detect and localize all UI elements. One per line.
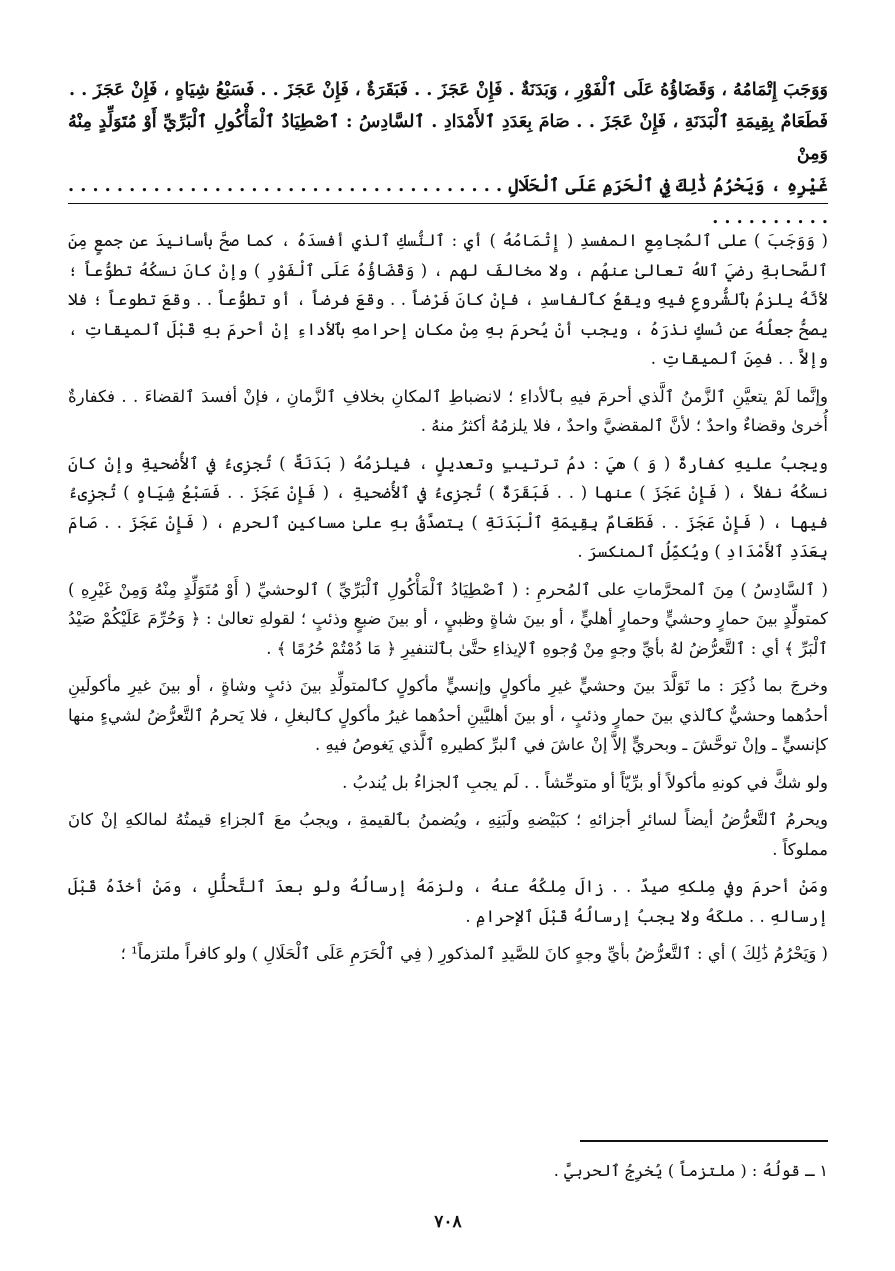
paragraph: ( وَيَحْرُمُ ذَٰلِكَ ) أي : ٱلتَّعرُّضُ بأيِّ وجهٍ كانَ للصَّيدِ ٱلمذكورِ ( فِي ٱلْحَرَمِ عَلَى ٱلْحَلَالِ ) ولو كافراً ملتزماً¹ ؛	[120, 944, 828, 963]
paragraph: ويحرمُ ٱلتَّعرُّضُ أيضاً لسائرِ أجزائهِ ؛ كبَيْضهِ ولَبَنِهِ ، ويُضمنُ بٱلقيمةِ ، ويجبُ معَ ٱلجزاءِ قيمتُهُ لمالكهِ إنْ كانَ مملوكاً .	[68, 810, 828, 859]
separator-rule	[68, 203, 828, 204]
paragraph: ( ٱلسَّادِسُ ) مِنَ ٱلمحرَّماتِ على ٱلمُحرمِ : ( ٱصْطِيَادُ ٱلْمَأْكُولِ ٱلْبَرِّيِّ ) ٱلوحشيِّ ( أَوْ مُتَوَلِّدٍ مِنْهُ وَمِنْ غَيْرِهِ ) كمتولِّدٍ بينَ حمارٍ وحشيٍّ وحمارٍ أهليٍّ ، أو بينَ شاةٍ وظبيٍ ، أو بينَ ضبعٍ وذئبٍ ؛ لقولهِ تعالىٰ : ﴿ وَحُرِّمَ عَلَيْكُمْ صَيْدُ ٱلْبَرِّ ﴾ أي : ٱلتَّعرُّضُ لهُ بأيِّ وجهٍ مِنْ وُجوهِ ٱلإيذاءِ حتَّىٰ بٱلتنفيرِ ﴿ مَا دُمْتُمْ حُرُمًا ﴾ .	[68, 579, 828, 658]
footnote: ١ ـ قولُهُ : ( ملتزماً ) يُخرِجُ ٱلحربيَّ .	[553, 1161, 828, 1180]
paragraph: ويجبُ عليهِ كفارةٌ ( وَ ) هيَ : دمُ ترتيبٍ وتعديلٍ ، فيلزمُهُ ( بَدَنَةٌ ) تُجزِىءُ في ٱلأُضحيةِ وإنْ كانَ نسكُهُ نفلاً ، ( فَإِنْ عَجَزَ ) عنها ( . . فَبَقَرَةٌ ) تُجزِىءُ في ٱلأُضحيةِ ، ( فَإِنْ عَجَزَ . . فَسَبْعُ شِيَاهٍ ) تُجزِىءُ فيها ، ( فَإِنْ عَجَزَ . . فَطَعَامٌ بِقِيمَةِ ٱلْبَدَنَةِ ) يتصدَّقُ بهِ علىٰ مساكينِ ٱلحرمِ ، ( فَإِنْ عَجَزَ . . صَامَ بِعَدَدِ ٱلأَمْدَادِ ) ويُكمِّلُ ٱلمنكسرَ .	[68, 453, 828, 561]
paragraph: ( وَوَجَبَ ) على ٱلمُجامِعِ المفسدِ ( إِتْمَامُهُ ) أي : ٱلنُّسكِ ٱلذي أفسدَهُ ، كما صحَّ بأسانيدَ عن جمعٍ مِنَ ٱلصَّحابةِ رضيَ ٱللهُ تعالىٰ عنهُم ، ولا مخالفَ لهم ، ( وَقَضَاؤُهُ عَلَى ٱلْفَوْرِ ) وإنْ كانَ نسكُهُ تطوُّعاً ؛ لأنَّهُ يلزمُ بٱلشُّروعِ فيهِ ويقعُ كٱلفاسدِ ، فإنْ كانَ فَرْضاً . . وقعَ فرضاً ، أو تطوُّعاً . . وقعَ تطوعاً ؛ فلا يصحُّ جعلُهُ عن نُسكٍ نذرَهُ ، ويجب أنْ يُحرمَ بهِ مِنْ مكانِ إحرامهِ بٱلأداءِ إنْ أحرمَ بهِ قَبْلَ ٱلميقاتِ ، وإلاَّ . . فمِنَ ٱلميقاتِ .	[68, 231, 828, 368]
page	[68, 0, 828, 1271]
paragraph: وخرجَ بما ذُكِرَ : ما تَوَلَّدَ بينَ وحشيٍّ غيرِ مأكولٍ وإنسيٍّ مأكولٍ كٱلمتولِّدِ بينَ ذئبٍ وشاةٍ ، أو بينَ غيرِ مأكولَينِ أحدُهما وحشيٌّ كٱلذي بينَ حمارٍ وذئبٍ ، أو بينَ أهليَّينِ أحدُهما غيرُ مأكولٍ كٱلبغلِ ، فلا يَحرمُ ٱلتَّعرُّضُ لشيءٍ منها كإنسيٍّ ـ وإنْ توحَّشَ ـ وبحريٍّ إلاَّ إنْ عاشَ في ٱلبرِّ كطيرهِ ٱلَّذي يَغوصُ فيهِ .	[68, 676, 828, 754]
matn-line: غَيْرِهِ ، وَيَحْرُمُ ذَٰلِكَ فِي ٱلْحَرَمِ عَلَى ٱلْحَلَالِ . . . . . . . . . . . . . . . . . . . . . . . . . . . . . . . . . . . . . . . . . . . . . .	[68, 176, 828, 228]
paragraph: وإنَّما لَمْ يتعيَّنِ ٱلزَّمنُ ٱلَّذي أحرمَ فيهِ بٱلأداءِ ؛ لانضباطِ ٱلمكانِ بخلافِ ٱلزَّمانِ ، فإنْ أفسدَ ٱلقضاءَ . . فكفارةٌ أُخرىٰ وقضاءٌ واحدٌ ؛ لأنَّ ٱلمقضيَّ واحدٌ ، فلا يلزمُهُ أكثرُ منهُ .	[68, 386, 828, 435]
paragraph: ومَنْ أحرمَ وفي مِلكهِ صيدٌ . . زالَ مِلكُهُ عنهُ ، ولزمَهُ إرسالُهُ ولو بعدَ ٱلتَّحلُّلِ ، ومَنْ أخذَهُ قَبْلَ إرسالهِ . . ملكَهُ ولا يجبُ إرسالُهُ قَبْلَ ٱلإحرامِ .	[68, 877, 828, 926]
matn-line: وَوَجَبَ إِتْمَامُهُ ، وَقَضَاؤُهُ عَلَى ٱلْفَوْرِ ، وَبَدَنَةٌ . فَإِنْ عَجَزَ . . فَبَقَرَةٌ ، فَإِنْ عَجَزَ . . فَسَبْعُ شِيَاهٍ ، فَإِنْ عَجَزَ . .	[68, 80, 828, 100]
matn-line: فَطَعَامٌ بِقِيمَةِ ٱلْبَدَنَةِ ، فَإِنْ عَجَزَ . . صَامَ بِعَدَدِ ٱلأَمْدَادِ . ٱلسَّادِسُ : ٱصْطِيَادُ ٱلْمَأْكُولِ ٱلْبَرِّيِّ أَوْ مُتَوَلِّدٍ مِنْهُ وَمِنْ	[68, 112, 828, 164]
matn-text	[68, 74, 828, 234]
commentary-text	[68, 226, 828, 977]
footnote-rule	[580, 1140, 828, 1142]
page-number: ٧٠٨	[434, 1212, 462, 1232]
paragraph: ولو شكَّ في كونهِ مأكولاً أو برِّيّاً أو متوحِّشاً . . لَم يجبِ ٱلجزاءُ بل يُندبُ .	[342, 772, 828, 792]
